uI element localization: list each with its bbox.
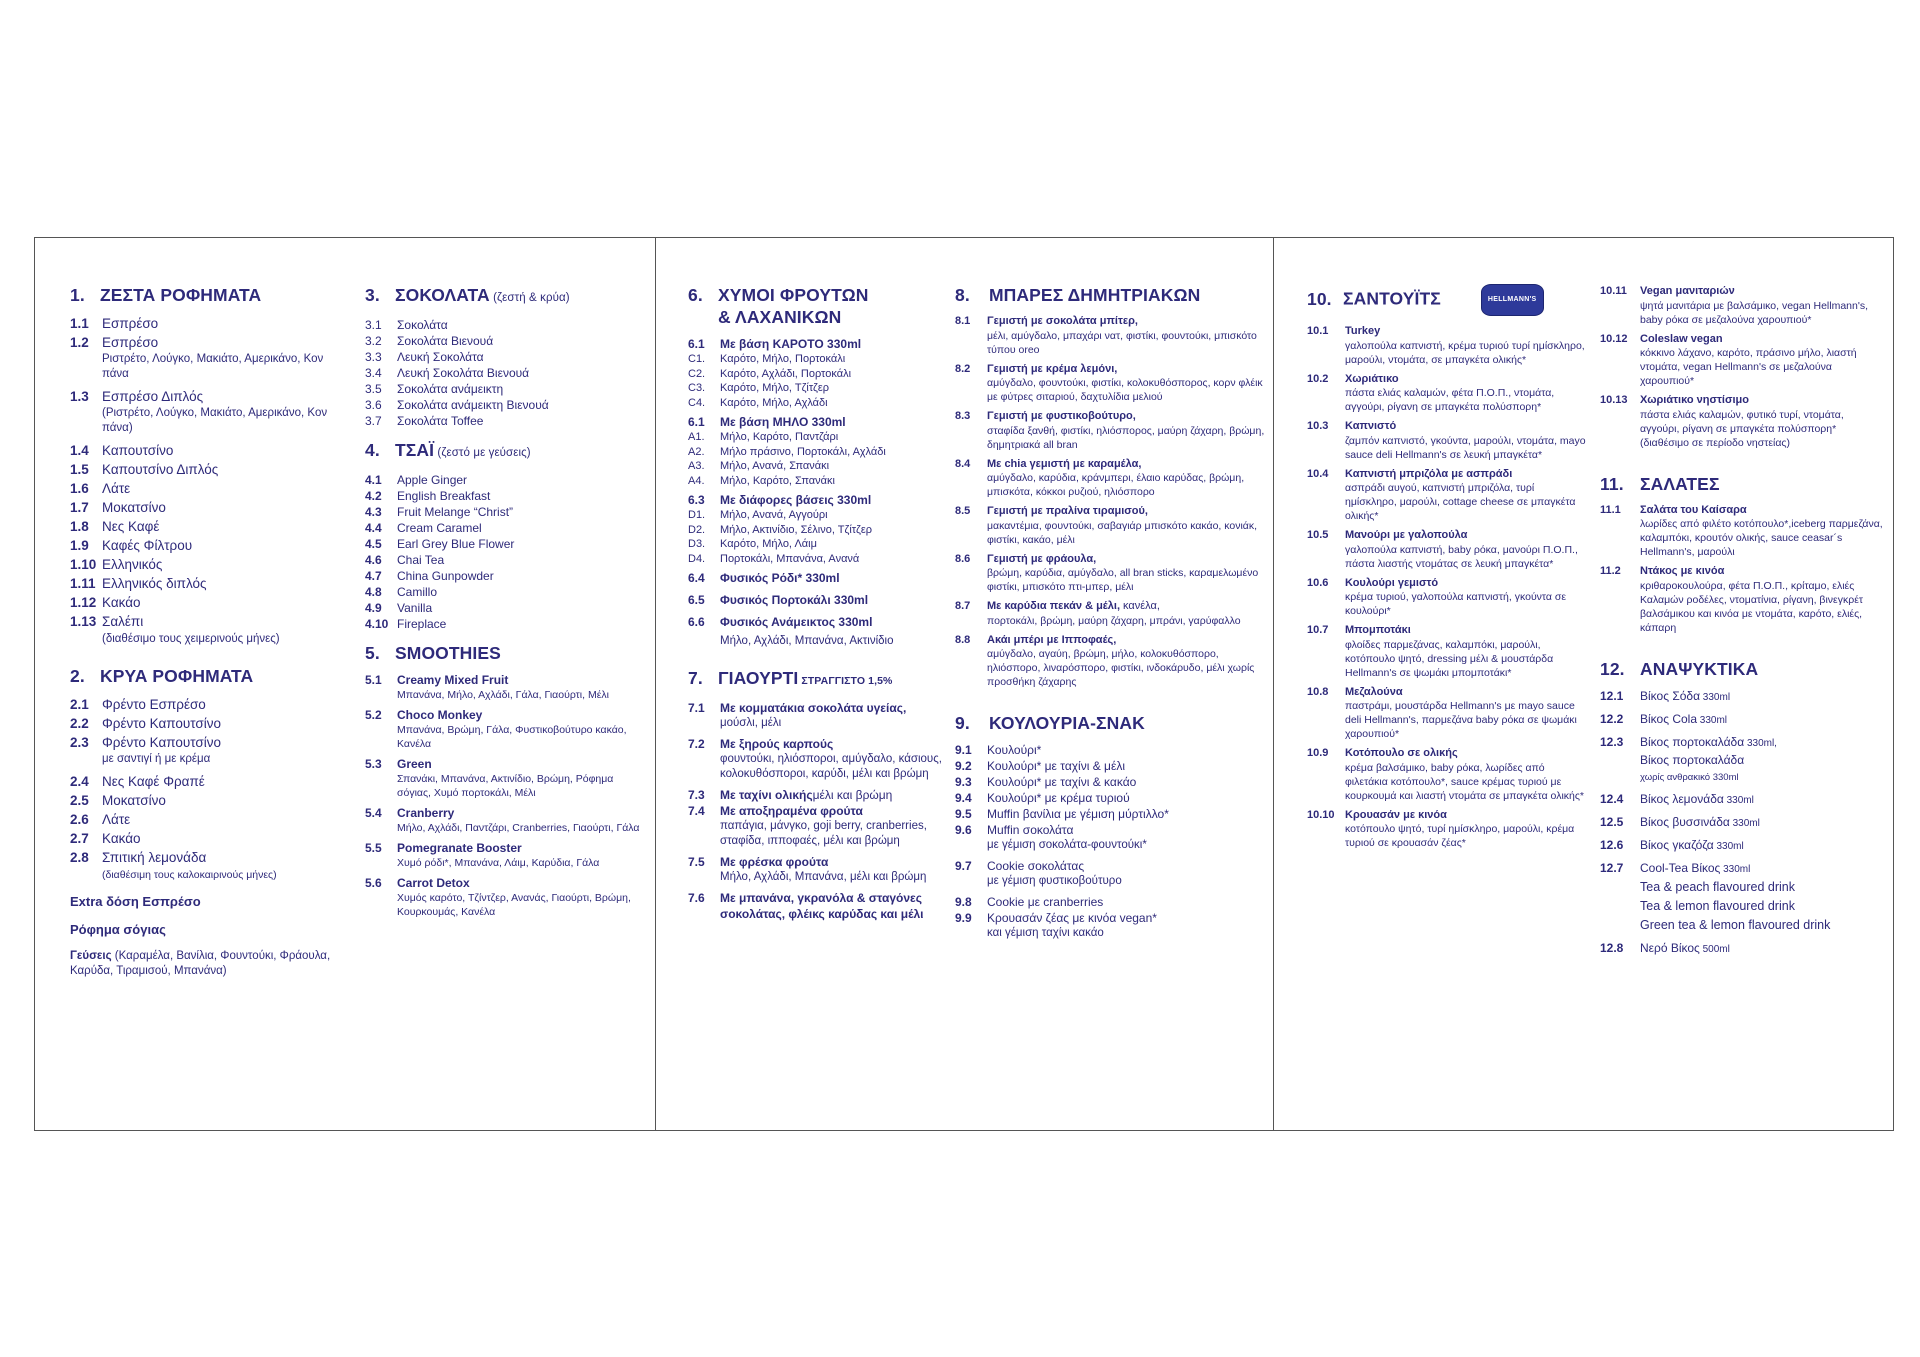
list-item: 10.5 Μανούρι με γαλοπούλα γαλοπούλα καπνιστή, baby ρόκα, μανούρι Π.Ο.Π., πάστα λιαστής ντομάτας σε λευκή μπαγκέτα*	[1307, 529, 1578, 570]
column-3	[688, 284, 958, 922]
list-item: 4.5 Earl Grey Blue Flower	[365, 537, 515, 551]
section-heading: 3. ΣΟΚΟΛΑΤΑ (ζεστή & κρύα)	[365, 285, 570, 305]
list-item: 10.10 Κρουασάν με κινόα κοτόπουλο ψητό, τυρί ημίσκληρο, μαρούλι, κρέμα τυριού σε κρουασάν ζέας*	[1307, 808, 1575, 849]
list-item: A3. Μήλο, Ανανά, Σπανάκι	[688, 460, 830, 472]
hot-drinks-list	[70, 314, 340, 631]
list-item: A1. Μήλο, Καρότο, Παντζάρι	[688, 431, 839, 443]
list-item: 10.4 Καπνιστή μπριζόλα με ασπράδι ασπράδι αυγού, καπνιστή μπριζόλα, τυρί ημίσκληρο, μαρούλι, cottage cheese σε μπαγκέτα ολικής*	[1307, 467, 1576, 522]
list-item: 10.12 Coleslaw vegan κόκκινο λάχανο, καρότο, πράσινο μήλο, λιαστή ντομάτα, vegan Hellmann's σε μεζαλούνα χαρουπιού*	[1600, 332, 1857, 387]
list-item: 10.13 Χωριάτικο νηστίσιμο πάστα ελιάς καλαμών, φυτικό τυρί, ντομάτα, αγγούρι, ρίγανη σε μπαγκέτα πολύσπορη* (διαθέσιμο σε περίοδο νηστείας)	[1600, 394, 1844, 449]
list-item: 1.6 Λάτε	[70, 481, 131, 496]
sandwiches-list	[1307, 324, 1587, 850]
list-item: D1. Μήλο, Ανανά, Αγγούρι	[688, 509, 828, 521]
list-item: 11.2 Ντάκος με κινόα κριθαροκουλούρα, φέτα Π.Ο.Π., κρίταμο, ελιές Καλαμών ροδέλες, ντοματίνια, ρίγανη, βινεγκρέτ βαλσάμικου και κινόα με ντομάτα, καρότο, ελιές, κάπαρη	[1600, 565, 1864, 634]
list-item: 7.1 Με κομματάκια σοκολάτα υγείας, μούσλι, μέλι	[688, 701, 907, 729]
list-item: 12.3 Βίκος πορτοκαλάδα 330ml, Βίκος πορτοκαλάδα χωρίς ανθρακικό 330ml	[1600, 734, 1777, 783]
list-item: 3.5 Σοκολάτα ανάμεικτη	[365, 382, 504, 396]
list-item: 3.3 Λευκή Σοκολάτα	[365, 350, 484, 364]
list-item: 4.9 Vanilla	[365, 601, 433, 615]
list-item: 9.6 Muffin σοκολάτα με γέμιση σοκολάτα-φουντούκι*	[955, 823, 1147, 851]
hellmanns-logo: HELLMANN'S	[1481, 284, 1544, 316]
list-item: D4. Πορτοκάλι, Μπανάνα, Ανανά	[688, 552, 860, 565]
list-item: A4. Μήλο, Καρότο, Σπανάκι	[688, 474, 835, 487]
list-item: 3.4 Λευκή Σοκολάτα Βιενουά	[365, 366, 530, 380]
list-item: C2. Καρότο, Αχλάδι, Πορτοκάλι	[688, 367, 852, 380]
list-item: 5.4 Cranberry Μήλο, Αχλάδι, Παντζάρι, Cranberries, Γιαούρτι, Γάλα	[365, 806, 640, 834]
list-item: 8.4 Με chia γεμιστή με καραμέλα, αμύγδαλο, καρύδια, κράνμπερι, έλαιο καρύδας, βρώμη, μπισκότα, κόκκοι ρυζιού, ηλιόσπορο	[955, 457, 1245, 498]
list-item: 1.7 Μοκατσίνο	[70, 500, 166, 515]
list-item: 12.5 Βίκος βυσσινάδα 330ml	[1600, 814, 1760, 829]
list-item: 1.4 Καπουτσίνο	[70, 443, 174, 458]
list-item: 4.6 Chai Tea	[365, 553, 445, 567]
section-heading: 12. ΑΝΑΨΥΚΤΙΚΑ	[1600, 658, 1759, 679]
list-item: C3. Καρότο, Μήλο, Τζίτζερ	[688, 382, 830, 394]
list-item: 1.13 Σαλέπι	[70, 614, 144, 629]
list-item: 11.1 Σαλάτα του Καίσαρα λωρίδες από φιλέτο κοτόπουλο*,iceberg παρμεζάνα, καλαμπόκι, κρουτόν ολικής, sauce ceasar´s Hellmann's, μαρούλι	[1600, 503, 1883, 558]
list-item: 8.3 Γεμιστή με φυστικοβούτυρο, σταφίδα ξανθή, φιστίκι, ηλιόσπορος, μαύρη ζάχαρη, βρώμη, δημητριακά all bran	[955, 410, 1265, 451]
list-item: 1.2 Εσπρέσο Ριστρέτο, Λούγκο, Μακιάτο, Αμερικάνο, Κον πάνα	[70, 335, 324, 380]
list-item: 10.8 Μεζαλούνα παστράμι, μουστάρδα Hellmann's με mayo sauce deli Hellmann's, παρμεζάνα baby ρόκα σε ψωμάκι χαρουπιού*	[1307, 685, 1577, 740]
list-item: 4.8 Camillo	[365, 585, 438, 599]
extra-espresso: Extra δόση Εσπρέσο	[70, 894, 201, 909]
list-item: 12.4 Βίκος λεμονάδα 330ml	[1600, 791, 1754, 806]
list-item: 9.1 Κουλούρι*	[955, 743, 1042, 757]
list-item: 9.5 Muffin βανίλια με γέμιση μύρτιλλο*	[955, 807, 1169, 821]
sandwiches-list-continued	[1600, 284, 1885, 450]
list-item: 10.7 Μπομποτάκι φλοίδες παρμεζάνας, καλαμπόκι, μαρούλι, κοτόπουλο ψητό, dressing μέλι & μουστάρδα Hellmann's σε ψωμάκι μπομποτάκι*	[1307, 624, 1554, 679]
list-item: 3.7 Σοκολάτα Toffee	[365, 414, 484, 428]
list-item: C4. Καρότο, Μήλο, Αχλάδι	[688, 396, 828, 409]
column-6	[1600, 284, 1885, 963]
section-heading: 10. ΣΑΝΤΟΥΪΤΣ HELLMANN'S	[1307, 284, 1587, 316]
list-item: 8.7 Με καρύδια πεκάν & μέλι, κανέλα, πορτοκάλι, βρώμη, μαύρη ζάχαρη, μπράνι, γαρύφαλλο	[955, 600, 1241, 627]
chocolate-list	[365, 317, 645, 429]
salads-list	[1600, 503, 1885, 635]
section-heading: 11. ΣΑΛΑΤΕΣ	[1600, 473, 1720, 494]
list-item: 2.5 Μοκατσίνο	[70, 793, 166, 808]
list-item: 9.7 Cookie σοκολάτας με γέμιση φυστικοβούτυρο	[955, 859, 1122, 887]
list-item: 5.5 Pomegranate Booster Χυμό ρόδι*, Μπανάνα, Λάιμ, Καρύδια, Γάλα	[365, 841, 600, 869]
list-item: 12.2 Βίκος Cola 330ml	[1600, 711, 1728, 726]
list-item: 2.3 Φρέντο Καπουτσίνο με σαντιγί ή με κρέμα	[70, 735, 222, 765]
column-1	[70, 284, 340, 979]
list-item: 12.6 Βίκος γκαζόζα 330ml	[1600, 837, 1744, 852]
list-item: C1. Καρότο, Μήλο, Πορτοκάλι	[688, 353, 846, 365]
list-item: 9.3 Κουλούρι* με ταχίνι & κακάο	[955, 775, 1137, 789]
list-item: 7.5 Με φρέσκα φρούτα Μήλο, Αχλάδι, Μπανάνα, μέλι και βρώμη	[688, 855, 927, 883]
list-item: 5.3 Green Σπανάκι, Μπανάνα, Ακτινίδιο, Βρώμη, Ρόφημα σόγιας, Χυμό πορτοκάλι, Μέλι	[365, 757, 614, 799]
list-item: 1.5 Καπουτσίνο Διπλός	[70, 462, 219, 477]
list-item: 10.1 Turkey γαλοπούλα καπνιστή, κρέμα τυριού τυρί ημίσκληρο, μαρούλι, ντομάτα, σε μπαγκέτα ολικής*	[1307, 325, 1585, 366]
flavours: Γεύσεις (Καραμέλα, Βανίλια, Φουντούκι, Φράουλα, Καρύδα, Τιραμισού, Μπανάνα)	[70, 950, 331, 977]
cereal-bars-list	[955, 314, 1265, 689]
soy-drink: Ρόφημα σόγιας	[70, 922, 166, 937]
list-item: 7.3 Με ταχίνι ολικήςμέλι και βρώμη	[688, 788, 893, 802]
list-item: 12.8 Νερό Βίκος 500ml	[1600, 940, 1730, 955]
list-item: 5.6 Carrot Detox Χυμός καρότο, Τζίντζερ, Ανανάς, Γιαούρτι, Βρώμη, Κουρκουμάς, Κανέλα	[365, 876, 631, 918]
list-item: 7.2 Με ξηρούς καρπούς φουντούκι, ηλιόσποροι, αμύγδαλο, κάσιους, κολοκυθόσποροι, καρύδι, μέλι και βρώμη	[688, 737, 942, 780]
apple-juice-list	[688, 430, 958, 488]
mixed-juice-list	[688, 508, 958, 566]
section-heading: 6. ΧΥΜΟΙ ΦΡΟΥΤΩΝ & ΛΑΧΑΝΙΚΩΝ	[688, 285, 869, 327]
list-item: 9.9 Κρουασάν ζέας με κινόα vegan* και γέμιση ταχίνι κακάο	[955, 911, 1157, 939]
list-item: 8.1 Γεμιστή με σοκολάτα μπίτερ, μέλι, αμύγδαλο, μπαχάρι νατ, φιστίκι, φουντούκι, μπισκότο τύπου oreo	[955, 315, 1257, 356]
juice-item: 6.4 Φυσικός Ρόδι* 330ml	[688, 571, 840, 585]
list-item: 2.2 Φρέντο Καπουτσίνο	[70, 716, 222, 731]
list-item: 5.2 Choco Monkey Μπανάνα, Βρώμη, Γάλα, Φυστικοβούτυρο κακάο, Κανέλα	[365, 708, 627, 750]
list-item: 9.2 Κουλούρι* με ταχίνι & μέλι	[955, 759, 1125, 773]
list-item: 2.6 Λάτε	[70, 812, 131, 827]
smoothies-list	[365, 672, 645, 919]
list-item: 10.2 Χωριάτικο πάστα ελιάς καλαμών, φέτα Π.Ο.Π., ντομάτα, αγγούρι, ρίγανη σε μπαγκέτα πολύσπορη*	[1307, 372, 1555, 413]
list-item: 8.8 Ακάι μπέρι με Ιπποφαές, αμύγδαλο, αγαύη, βρώμη, μήλο, κολοκυθόσπορο, ηλιόσπορο, λιναρόσπορο, φιστίκι, ινδοκάρυδο, μέλι χωρίς προσθήκη ζάχαρης	[955, 633, 1255, 688]
list-item: 10.3 Καπνιστό ζαμπόν καπνιστό, γκούντα, μαρούλι, ντομάτα, mayo sauce deli Hellmann's σε λευκή μπαγκέτα*	[1307, 420, 1586, 461]
juice-group-heading: 6.1 Με βάση ΜΗΛΟ 330ml	[688, 415, 846, 429]
juice-group-heading: 6.3 Με διάφορες βάσεις 330ml	[688, 493, 872, 507]
column-2	[365, 284, 645, 924]
section-heading: 7. ΓΙΑΟΥΡΤΙ ΣΤΡΑΓΓΙΣΤΟ 1,5%	[688, 668, 893, 688]
list-item: 10.9 Κοτόπουλο σε ολικής κρέμα βαλσάμικο, baby ρόκα, λωρίδες από φιλετάκια κοτόπουλο*, sauce κρέμας τυριού με κουρκουμά και λιαστή ντομάτα σε μπαγκέτα ολικής*	[1307, 747, 1585, 802]
list-item: 1.9 Καφές Φίλτρου	[70, 538, 193, 553]
menu-frame	[34, 237, 1894, 1131]
list-item: 5.1 Creamy Mixed Fruit Μπανάνα, Μήλο, Αχλάδι, Γάλα, Γιαούρτι, Μέλι	[365, 673, 609, 701]
list-item: D3. Καρότο, Μήλο, Λάιμ	[688, 538, 817, 550]
list-item: 1.8 Νες Καφέ	[70, 519, 160, 534]
list-item: 9.8 Cookie με cranberries	[955, 895, 1104, 909]
list-item: 1.3 Εσπρέσο Διπλός (Ριστρέτο, Λούγκο, Μακιάτο, Αμερικάνο, Κον πάνα)	[70, 389, 328, 434]
availability-note: (διαθέσιμο τους χειμερινούς μήνες)	[102, 633, 280, 645]
list-item: 4.1 Apple Ginger	[365, 473, 468, 487]
list-item: 10.6 Κουλούρι γεμιστό κρέμα τυριού, γαλοπούλα καπνιστή, γκούντα σε κουλούρι*	[1307, 576, 1567, 617]
list-item: 4.10 Fireplace	[365, 617, 447, 631]
yogurt-list	[688, 700, 958, 922]
list-item: 3.6 Σοκολάτα ανάμεικτη Βιενουά	[365, 398, 549, 412]
cold-drinks-list	[70, 695, 340, 867]
panel-divider	[1273, 238, 1274, 1130]
soft-drinks-list	[1600, 688, 1885, 958]
list-item: 8.5 Γεμιστή με πραλίνα τιραμισού, μακαντέμια, φουντούκι, σαβαγιάρ μπισκότο κακάο, κονιάκ, φιστίκι, κακάο, μέλι	[955, 505, 1258, 546]
list-item: 2.1 Φρέντο Εσπρέσο	[70, 697, 206, 712]
list-item: 2.7 Κακάο	[70, 831, 141, 846]
tea-list	[365, 472, 645, 632]
juice-group-heading: 6.1 Με βάση ΚΑΡΟΤΟ 330ml	[688, 337, 862, 351]
list-item: 4.3 Fruit Melange “Christ”	[365, 505, 514, 519]
section-heading: 5. SMOOTHIES	[365, 643, 501, 663]
list-item: 2.4 Νες Καφέ Φραπέ	[70, 774, 205, 789]
juice-item: 6.6 Φυσικός Ανάμεικτος 330ml Μήλο, Αχλάδι, Μπανάνα, Ακτινίδιο	[688, 615, 894, 647]
list-item: A2. Μήλο πράσινο, Πορτοκάλι, Αχλάδι	[688, 445, 886, 458]
column-5	[1307, 284, 1587, 855]
section-heading: 4. ΤΣΑΪ (ζεστό με γεύσεις)	[365, 440, 531, 460]
list-item: D2. Μήλο, Ακτινίδιο, Σέλινο, Τζίτζερ	[688, 523, 872, 536]
list-item: 12.1 Βίκος Σόδα 330ml	[1600, 688, 1731, 703]
list-item: 3.1 Σοκολάτα	[365, 318, 448, 332]
list-item: 10.11 Vegan μανιταριών ψητά μανιτάρια με βαλσάμικο, vegan Hellmann's, baby ρόκα σε μεζαλούνα χαρουπιού*	[1600, 285, 1869, 326]
juice-item: 6.5 Φυσικός Πορτοκάλι 330ml	[688, 593, 869, 607]
list-item: 9.4 Κουλούρι* με κρέμα τυριού	[955, 791, 1130, 805]
list-item: 7.6 Με μπανάνα, γκρανόλα & σταγόνες σοκολάτας, φλέικς καρύδας και μέλι	[688, 891, 924, 921]
list-item: 1.10 Ελληνικός	[70, 557, 163, 572]
list-item: 12.7 Cool-Tea Βίκος 330ml Tea & peach flavoured drink Tea & lemon flavoured drink Green tea & lemon flavoured drink	[1600, 860, 1831, 932]
section-heading: 1. ΖΕΣΤΑ ΡΟΦΗΜΑΤΑ	[70, 285, 262, 305]
section-heading: 9. ΚΟΥΛΟΥΡΙΑ-ΣΝΑΚ	[955, 713, 1145, 733]
availability-note: (διαθέσιμη τους καλοκαιρινούς μήνες)	[102, 869, 277, 881]
list-item: 4.4 Cream Caramel	[365, 521, 482, 535]
column-4	[955, 284, 1265, 946]
list-item: 4.7 China Gunpowder	[365, 569, 494, 583]
list-item: 2.8 Σπιτική λεμονάδα	[70, 850, 207, 865]
list-item: 8.2 Γεμιστή με κρέμα λεμόνι, αμύγδαλο, φουντούκι, φιστίκι, κολοκυθόσπορος, κορν φλέικ με φύτρες σιταριού, δαχτυλίδια μελιού	[955, 362, 1263, 403]
list-item: 4.2 English Breakfast	[365, 489, 491, 503]
list-item: 1.11 Ελληνικός διπλός	[70, 576, 207, 591]
section-heading: 8. ΜΠΑΡΕΣ ΔΗΜΗΤΡΙΑΚΩΝ	[955, 285, 1201, 305]
list-item: 8.6 Γεμιστή με φράουλα, βρώμη, καρύδια, αμύγδαλο, all bran sticks, καραμελωμένο φιστίκι, μπισκότο πτι-μπερ, μέλι	[955, 552, 1259, 593]
section-heading: 2. ΚΡΥΑ ΡΟΦΗΜΑΤΑ	[70, 666, 254, 686]
list-item: 1.1 Εσπρέσο	[70, 316, 159, 331]
list-item: 1.12 Κακάο	[70, 595, 141, 610]
snacks-list	[955, 742, 1265, 941]
list-item: 3.2 Σοκολάτα Βιενουά	[365, 334, 494, 348]
carrot-juice-list	[688, 352, 958, 410]
panel-divider	[655, 238, 656, 1130]
list-item: 7.4 Με αποξηραμένα φρούτα παπάγια, μάνγκο, goji berry, cranberries, σταφίδα, ιπποφαές, μέλι και βρώμη	[688, 804, 927, 847]
